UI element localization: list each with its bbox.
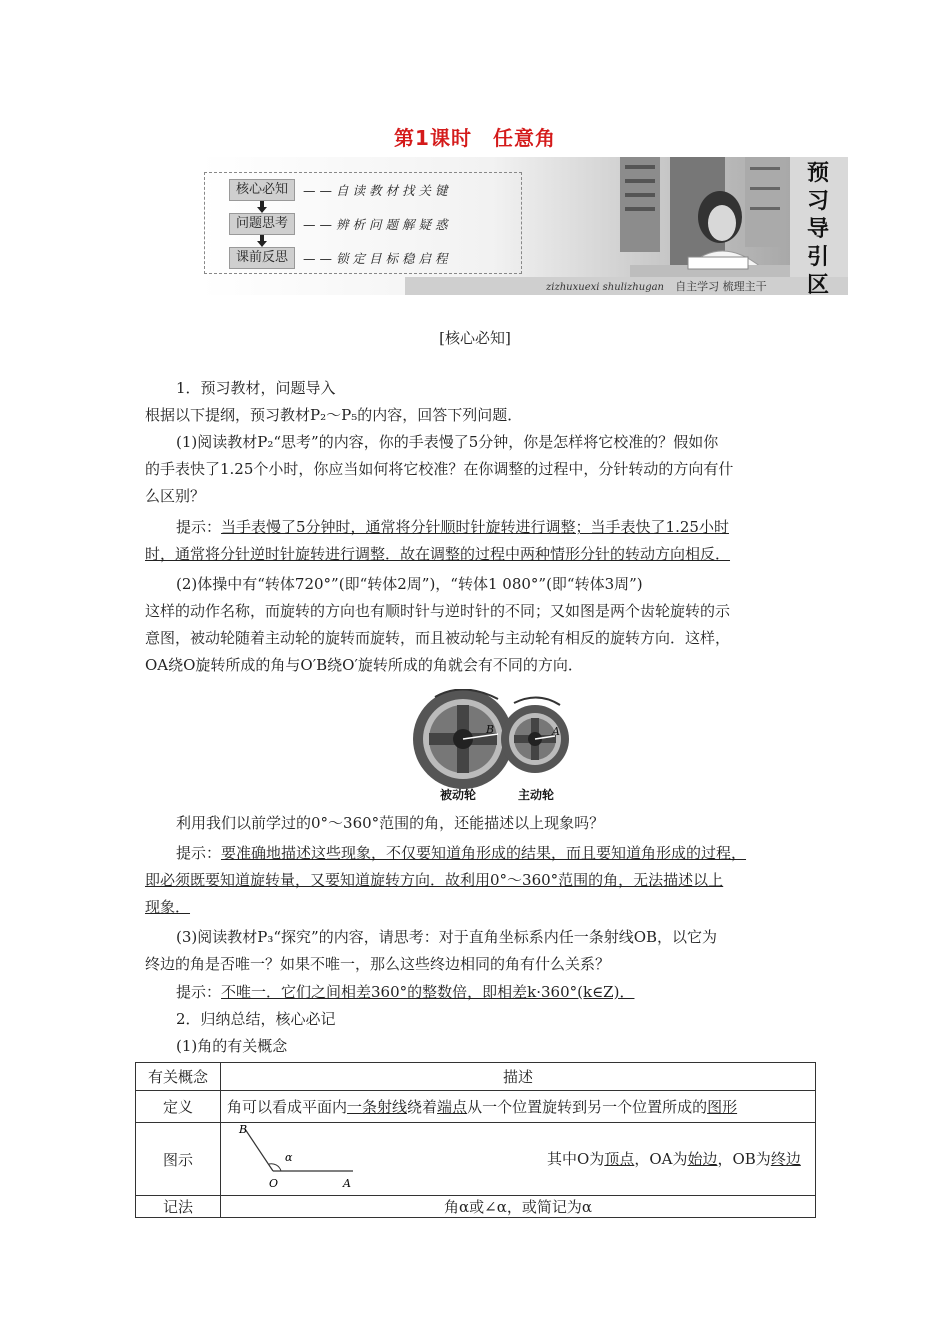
caption-text: 其中O为 xyxy=(547,1150,605,1168)
side-title-char: 区 xyxy=(806,273,829,298)
caption-key: 顶点 xyxy=(604,1150,635,1168)
step-desc: ——锁定目标稳启程 xyxy=(303,251,452,266)
hint-answer: 现象． xyxy=(145,898,191,916)
hint-answer: 当手表慢了5分钟时，通常将分针顺时针旋转进行调整；当手表快了1.25小时 xyxy=(221,518,729,536)
definition-text: 从一个位置旋转到另一个位置所成的 xyxy=(467,1098,708,1116)
table-header: 有关概念 xyxy=(136,1063,221,1091)
heading: 2．归纳总结，核心必记 xyxy=(176,1010,336,1028)
banner-pinyin: zizhuxuexi shulizhugan xyxy=(546,282,664,293)
row-figure xyxy=(221,1123,816,1196)
heading: 1．预习教材，问题导入 xyxy=(176,379,336,397)
paragraph: 的手表快了1.25个小时，你应当如何将它校准？在你调整的过程中，分针转动的方向有什 xyxy=(145,460,734,478)
hint-paragraph xyxy=(176,982,634,1002)
row-definition xyxy=(221,1091,816,1123)
hint-answer: 不唯一．它们之间相差360°的整数倍，即相差k·360°(k∈Z)． xyxy=(221,983,635,1001)
paragraph: 这样的动作名称，而旋转的方向也有顺时针与逆时针的不同；又如图是两个齿轮旋转的示 xyxy=(145,602,731,620)
paragraph: (1)阅读教材P₂“思考”的内容，你的手表慢了5分钟，你是怎样将它校准的？假如你 xyxy=(176,433,719,451)
side-title-char: 引 xyxy=(806,245,829,270)
hint-label: 提示： xyxy=(176,518,222,536)
table-row xyxy=(136,1123,816,1196)
side-title-char: 导 xyxy=(806,217,829,242)
hint-answer: 时，通常将分针逆时针旋转进行调整．故在调整的过程中两种情形分针的转动方向相反． xyxy=(145,545,731,563)
gears-illustration xyxy=(410,689,575,804)
paragraph: 利用我们以前学过的0°～360°范围的角，还能描述以上现象吗？ xyxy=(176,814,605,832)
row-name: 定义 xyxy=(136,1091,221,1123)
gear-point-a: A xyxy=(552,725,560,738)
point-o-label: O xyxy=(269,1177,279,1190)
caption-text: ，OB为 xyxy=(717,1150,771,1168)
table-row xyxy=(136,1091,816,1123)
step-label: 课前反思 xyxy=(229,247,295,269)
step-desc: ——辨析问题解疑惑 xyxy=(303,217,452,232)
hint-paragraph xyxy=(176,843,746,863)
step-label: 问题思考 xyxy=(229,213,295,235)
page-title: 第1课时 任意角 xyxy=(394,126,556,150)
step-desc: ——自读教材找关键 xyxy=(303,183,452,198)
table-header: 描述 xyxy=(221,1063,816,1091)
hint-answer: 即必须既要知道旋转量，又要知道旋转方向．故利用0°～360°范围的角，无法描述以上 xyxy=(145,871,724,889)
definition-text: 角可以看成平面内 xyxy=(227,1098,348,1116)
paragraph: 根据以下提纲，预习教材P₂～P₅的内容，回答下列问题． xyxy=(145,406,523,424)
preview-steps xyxy=(204,172,522,274)
side-title-char: 预 xyxy=(806,161,829,186)
subheading: (1)角的有关概念 xyxy=(176,1037,288,1055)
angle-diagram xyxy=(233,1123,363,1193)
hint-answer: 要准确地描述这些现象，不仅要知道角形成的结果，而且要知道角形成的过程， xyxy=(221,844,747,862)
paragraph: (3)阅读教材P₃“探究”的内容，请思考：对于直角坐标系内任一条射线OB，以它为 xyxy=(176,928,718,946)
row-name: 记法 xyxy=(136,1196,221,1218)
banner-side-title xyxy=(794,160,842,300)
row-notation: 角α或∠α，或简记为α xyxy=(221,1196,816,1218)
caption-text: ，OA为 xyxy=(634,1150,688,1168)
driven-gear-label: 被动轮 xyxy=(440,788,477,802)
paragraph: 终边的角是否唯一？如果不唯一，那么这些终边相同的角有什么关系？ xyxy=(145,955,611,973)
figure-caption xyxy=(547,1148,801,1169)
row-name: 图示 xyxy=(136,1123,221,1196)
angle-concept-table xyxy=(135,1062,816,1218)
section-title: [核心必知] xyxy=(439,329,511,347)
caption-key: 终边 xyxy=(770,1150,801,1168)
point-b-label: B xyxy=(239,1123,248,1136)
caption-key: 始边 xyxy=(687,1150,718,1168)
definition-key: 一条射线 xyxy=(347,1098,408,1116)
hint-label: 提示： xyxy=(176,844,222,862)
gear-point-b: B xyxy=(486,723,495,736)
paragraph: 意图，被动轮随着主动轮的旋转而旋转，而且被动轮与主动轮有相反的旋转方向．这样， xyxy=(145,629,731,647)
side-title-char: 习 xyxy=(806,189,829,214)
definition-key: 端点 xyxy=(437,1098,468,1116)
banner-footer-text: 自主学习 梳理主干 xyxy=(675,280,767,293)
table-header-row xyxy=(136,1063,816,1091)
gear-figure xyxy=(410,689,575,808)
point-a-label: A xyxy=(343,1177,351,1190)
definition-key: 图形 xyxy=(707,1098,738,1116)
alpha-label: α xyxy=(285,1151,293,1164)
driving-gear-label: 主动轮 xyxy=(518,788,555,802)
step-label: 核心必知 xyxy=(229,179,295,201)
hint-paragraph xyxy=(176,517,729,537)
definition-text: 绕着 xyxy=(407,1098,438,1116)
paragraph: (2)体操中有“转体720°”(即“转体2周”)，“转体1 080°”(即“转体3周”) xyxy=(176,575,643,593)
banner-footer xyxy=(546,278,767,294)
hint-label: 提示： xyxy=(176,983,222,1001)
paragraph: OA绕O旋转所成的角与O′B绕O′旋转所成的角就会有不同的方向． xyxy=(145,656,583,674)
table-row xyxy=(136,1196,816,1218)
paragraph: 么区别？ xyxy=(145,487,206,505)
